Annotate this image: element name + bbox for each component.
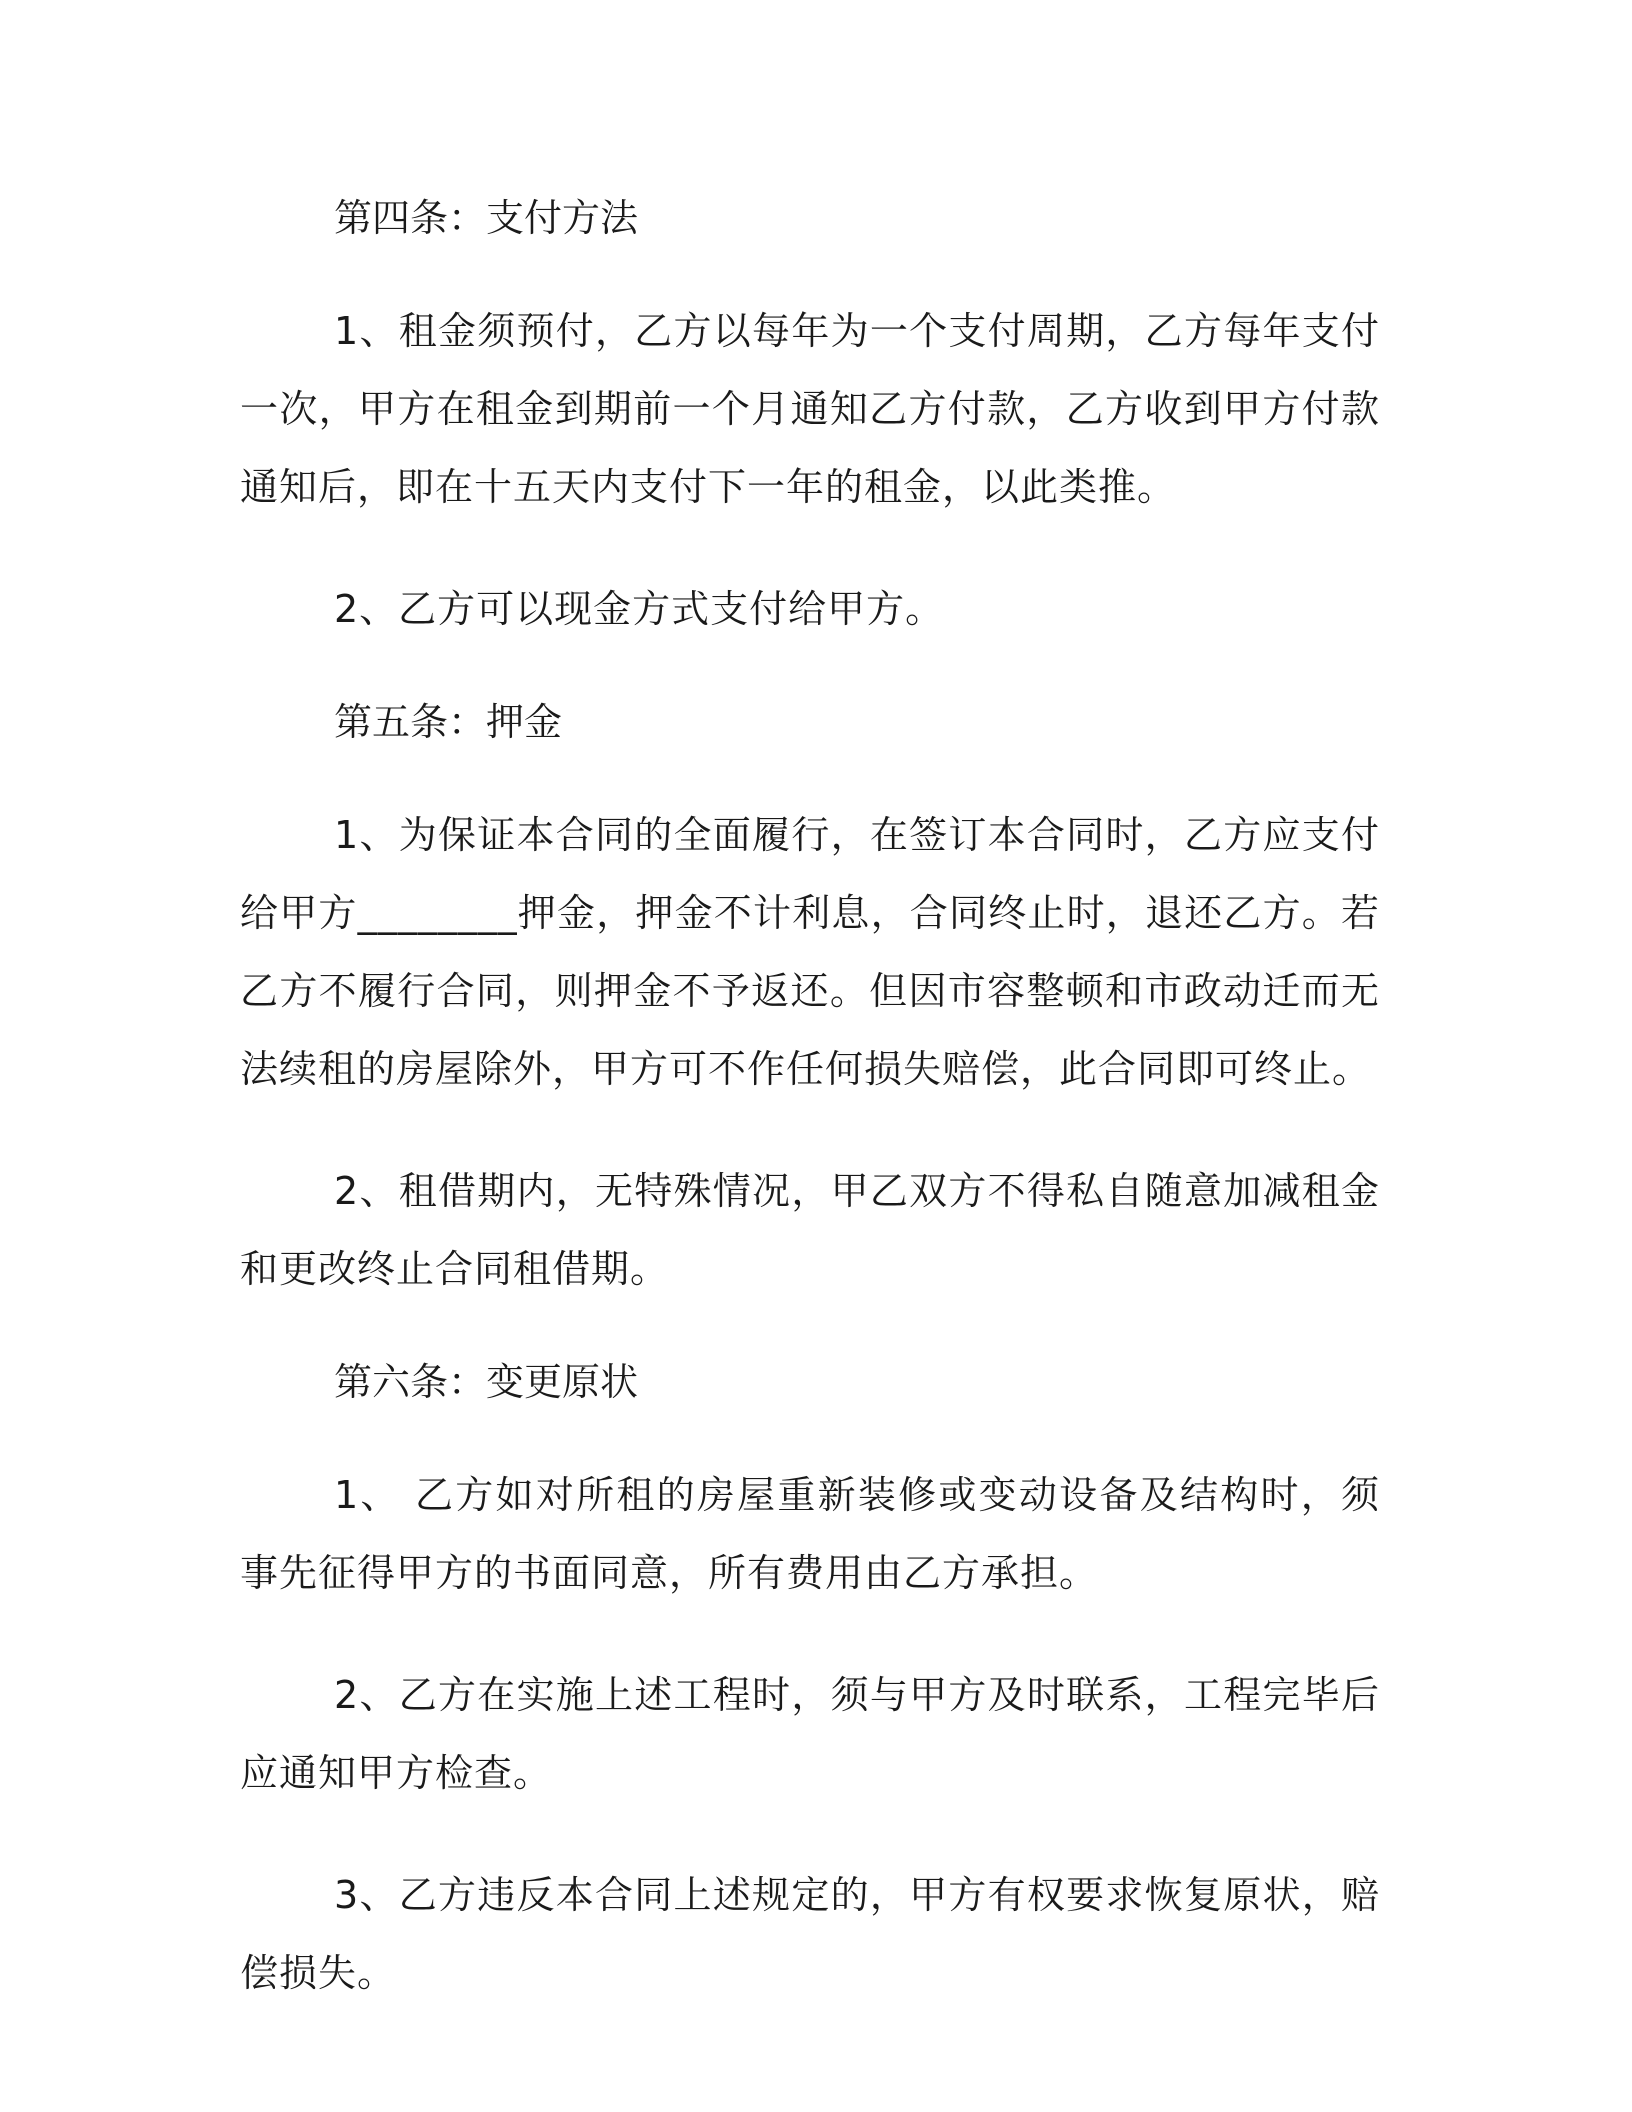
section-heading-6: 第六条：变更原状 bbox=[334, 1360, 639, 1404]
section-heading-4: 第四条：支付方法 bbox=[334, 196, 639, 240]
section-6-paragraph-1: 1、 乙方如对所租的房屋重新装修或变动设备及结构时，须事先征得甲方的书面同意，所有费用由乙方承担。 bbox=[240, 1473, 1380, 1595]
section-heading-5: 第五条：押金 bbox=[334, 700, 563, 744]
section-5-paragraph-1: 1、为保证本合同的全面履行，在签订本合同时，乙方应支付给甲方________押金，押金不计利息，合同终止时，退还乙方。若乙方不履行合同，则押金不予返还。但因市容整顿和市政动迁而无法续租的房屋除外，甲方可不作任何损失赔偿，此合同即可终止。 bbox=[240, 813, 1380, 1091]
document-body bbox=[240, 188, 1380, 2056]
section-6-paragraph-2: 2、乙方在实施上述工程时，须与甲方及时联系，工程完毕后应通知甲方检查。 bbox=[240, 1673, 1380, 1795]
section-5-paragraph-2: 2、租借期内，无特殊情况，甲乙双方不得私自随意加减租金和更改终止合同租借期。 bbox=[240, 1169, 1380, 1291]
section-6-paragraph-3: 3、乙方违反本合同上述规定的，甲方有权要求恢复原状，赔偿损失。 bbox=[240, 1873, 1380, 1995]
section-4-paragraph-1: 1、租金须预付，乙方以每年为一个支付周期，乙方每年支付一次，甲方在租金到期前一个月通知乙方付款，乙方收到甲方付款通知后，即在十五天内支付下一年的租金，以此类推。 bbox=[240, 309, 1380, 509]
section-4-paragraph-2: 2、乙方可以现金方式支付给甲方。 bbox=[334, 587, 945, 631]
